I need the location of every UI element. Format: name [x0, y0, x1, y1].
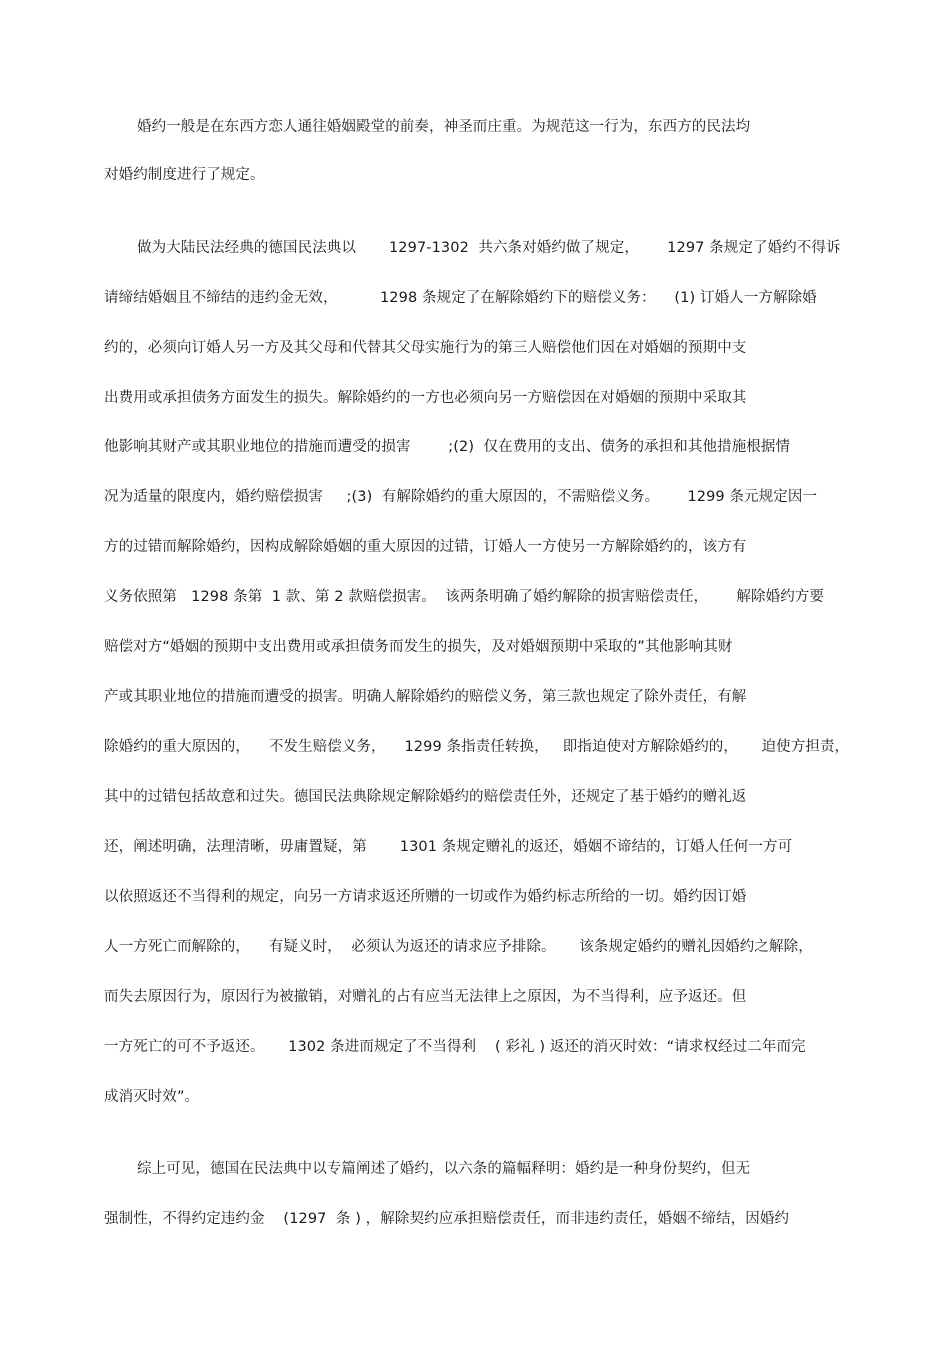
- paragraph-2-line-13: 还，阐述明确，法理清晰，毋庸置疑，第 1301 条规定赠礼的返还，婚姻不谛结的，订婚人任何一方可: [104, 839, 793, 855]
- paragraph-2-line-4: 出费用或承担债务方面发生的损失。解除婚约的一方也必须向另一方赔偿因在对婚姻的预期中采取其: [104, 390, 747, 406]
- paragraph-2-line-15: 人一方死亡而解除的， 有疑义时， 必须认为返还的请求应予排除。 该条规定婚约的赠礼因婚约之解除，: [104, 939, 813, 955]
- paragraph-2-line-3: 约的，必须向订婚人另一方及其父母和代替其父母实施行为的第三人赔偿他们因在对婚姻的预期中支: [104, 340, 747, 356]
- paragraph-2-line-11: 除婚约的重大原因的， 不发生赔偿义务， 1299 条指责任转换， 即指迫使对方解除婚约的， 迫使方担责，: [104, 739, 850, 755]
- paragraph-2-line-7: 方的过错而解除婚约，因构成解除婚姻的重大原因的过错，订婚人一方使另一方解除婚约的，该方有: [104, 539, 747, 555]
- paragraph-2-line-10: 产或其职业地位的措施而遭受的损害。明确人解除婚约的赔偿义务，第三款也规定了除外责任，有解: [104, 689, 747, 705]
- paragraph-2-line-16: 而失去原因行为，原因行为被撤销，对赠礼的占有应当无法律上之原因，为不当得利，应予返还。但: [104, 989, 747, 1005]
- paragraph-2-line-12: 其中的过错包括故意和过失。德国民法典除规定解除婚约的赔偿责任外，还规定了基于婚约的赠礼返: [104, 789, 747, 805]
- paragraph-2-line-5: 他影响其财产或其职业地位的措施而遭受的损害 ;(2) 仅在费用的支出、债务的承担和其他措施根据情: [104, 439, 791, 455]
- paragraph-2-line-9: 赔偿对方“婚姻的预期中支出费用或承担债务而发生的损失，及对婚姻预期中采取的”其他影响其财: [104, 639, 733, 655]
- paragraph-3-line-1: 综上可见，德国在民法典中以专篇阐述了婚约，以六条的篇幅释明：婚约是一种身份契约，但无: [137, 1161, 751, 1177]
- paragraph-2-line-8: 义务依照第 1298 条第 1 款、第 2 款赔偿损害。 该两条明确了婚约解除的损害赔偿责任， 解除婚约方要: [104, 589, 825, 605]
- paragraph-2-line-18: 成消灭时效”。: [104, 1089, 200, 1105]
- paragraph-2-line-2: 请缔结婚姻且不缔结的违约金无效， 1298 条规定了在解除婚约下的赔偿义务： (1) 订婚人一方解除婚: [104, 290, 817, 306]
- paragraph-2-line-14: 以依照返还不当得利的规定，向另一方请求返还所赠的一切或作为婚约标志所给的一切。婚约因订婚: [104, 889, 747, 905]
- paragraph-2-line-1: 做为大陆民法经典的德国民法典以 1297-1302 共六条对婚约做了规定， 1297 条规定了婚约不得诉: [137, 240, 841, 256]
- paragraph-1-line-1: 婚约一般是在东西方恋人通往婚姻殿堂的前奏，神圣而庄重。为规范这一行为，东西方的民法均: [137, 119, 751, 135]
- paragraph-2-line-6: 况为适量的限度内，婚约赔偿损害 ;(3) 有解除婚约的重大原因的，不需赔偿义务。 1299 条元规定因一: [104, 489, 818, 505]
- paragraph-3-line-2: 强制性，不得约定违约金 (1297 条 ) ，解除契约应承担赔偿责任，而非违约责任，婚姻不缔结，因婚约: [104, 1211, 790, 1227]
- paragraph-1-line-2: 对婚约制度进行了规定。: [104, 167, 265, 183]
- paragraph-2-line-17: 一方死亡的可不予返还。 1302 条进而规定了不当得利 ( 彩礼 ) 返还的消灭时效：“请求权经过二年而完: [104, 1039, 806, 1055]
